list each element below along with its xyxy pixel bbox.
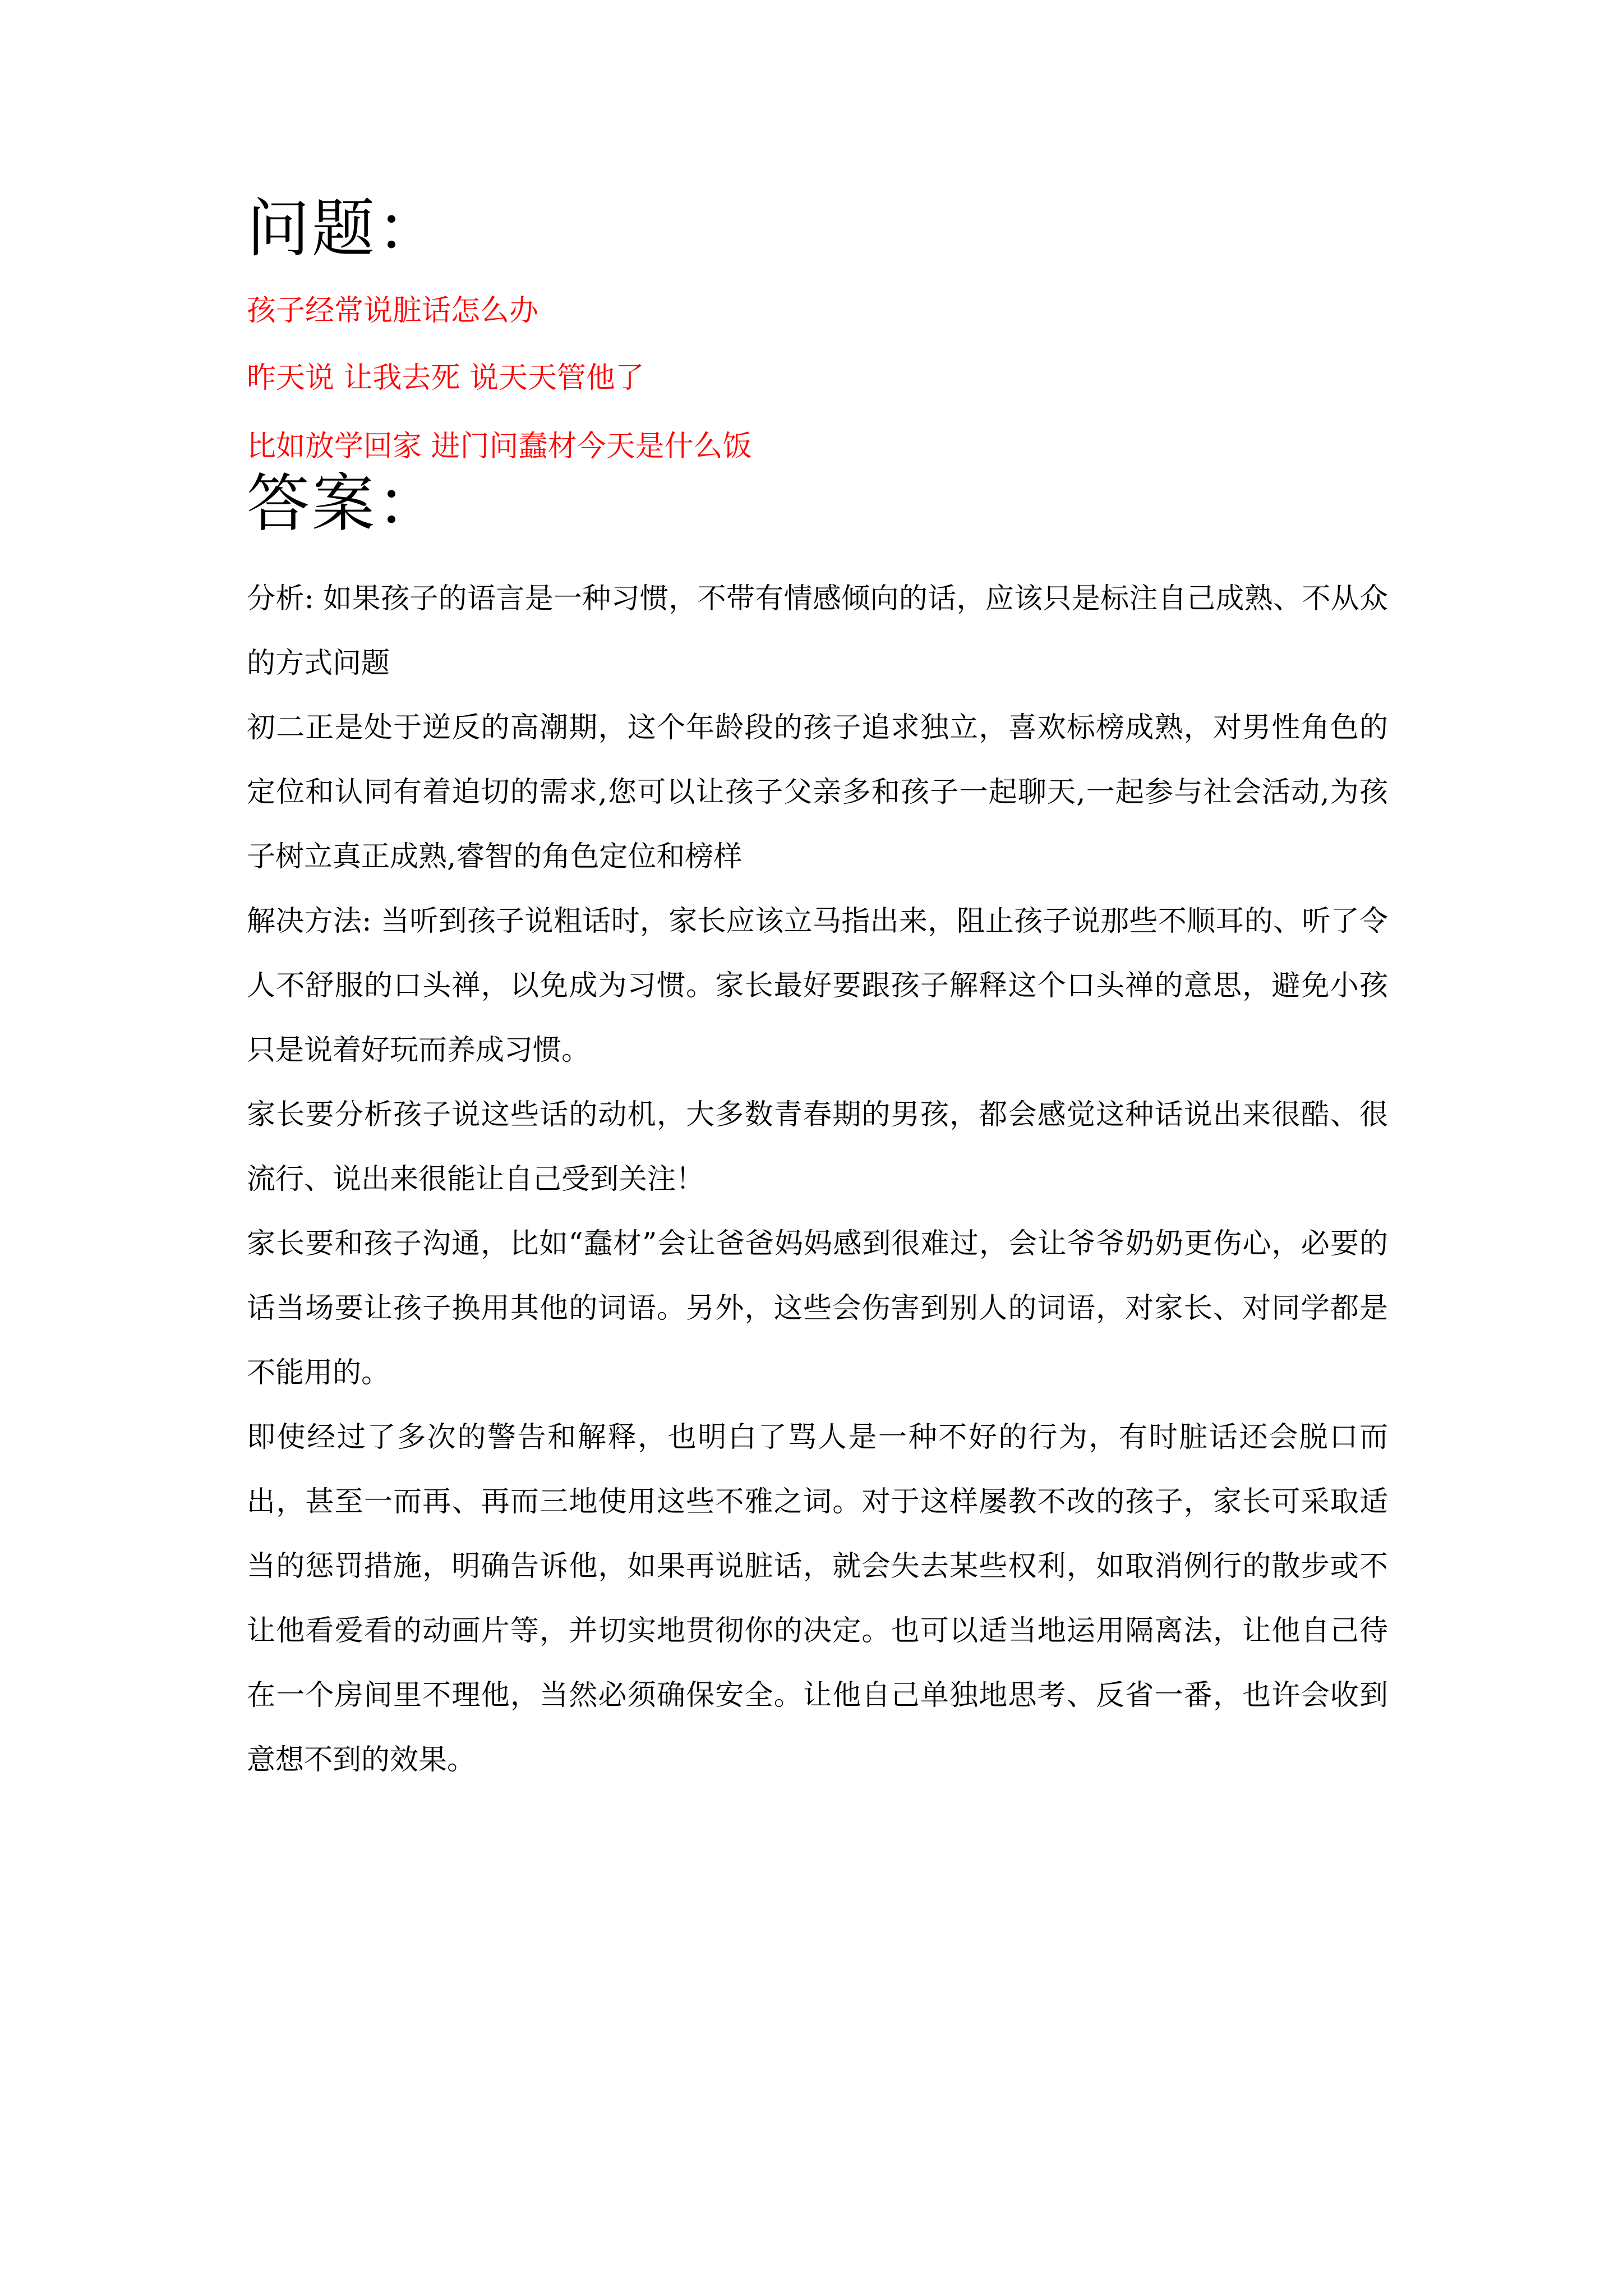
question-line: 昨天说 让我去死 说天天管他了 <box>247 361 645 395</box>
question-line: 孩子经常说脏话怎么办 <box>247 294 539 328</box>
answer-paragraph: 初二正是处于逆反的高潮期，这个年龄段的孩子追求独立，喜欢标榜成熟，对男性角色的定位和认同有着迫切的需求,您可以让孩子父亲多和孩子一起聊天,一起参与社会活动,为孩子树立真正成熟,睿智的角色定位和榜样 <box>247 711 1388 873</box>
answer-body <box>247 567 1388 1792</box>
answer-paragraph: 解决方法: 当听到孩子说粗话时，家长应该立马指出来，阻止孩子说那些不顺耳的、听了令人不舒服的口头禅，以免成为习惯。家长最好要跟孩子解释这个口头禅的意思，避免小孩只是说着好玩而养成习惯。 <box>247 905 1388 1067</box>
answer-paragraph: 家长要和孩子沟通，比如“蠢材”会让爸爸妈妈感到很难过，会让爷爷奶奶更伤心，必要的话当场要让孩子换用其他的词语。另外，这些会伤害到别人的词语，对家长、对同学都是不能用的。 <box>247 1227 1388 1389</box>
question-line: 比如放学回家 进门问蠢材今天是什么饭 <box>247 430 752 463</box>
answer-paragraph: 家长要分析孩子说这些话的动机，大多数青春期的男孩，都会感觉这种话说出来很酷、很流行、说出来很能让自己受到关注！ <box>247 1098 1388 1196</box>
answer-paragraph: 即使经过了多次的警告和解释，也明白了骂人是一种不好的行为，有时脏话还会脱口而出，甚至一而再、再而三地使用这些不雅之词。对于这样屡教不改的孩子，家长可采取适当的惩罚措施，明确告诉他，如果再说脏话，就会失去某些权利，如取消例行的散步或不让他看爱看的动画片等，并切实地贯彻你的决定。也可以适当地运用隔离法，让他自己待在一个房间里不理他，当然必须确保安全。让他自己单独地思考、反省一番，也许会收到意想不到的效果。 <box>247 1421 1388 1777</box>
question-heading: 问题： <box>247 192 442 265</box>
answer-paragraph: 分析: 如果孩子的语言是一种习惯，不带有情感倾向的话，应该只是标注自己成熟、不从众的方式问题 <box>247 582 1388 680</box>
answer-heading: 答案： <box>247 467 442 540</box>
